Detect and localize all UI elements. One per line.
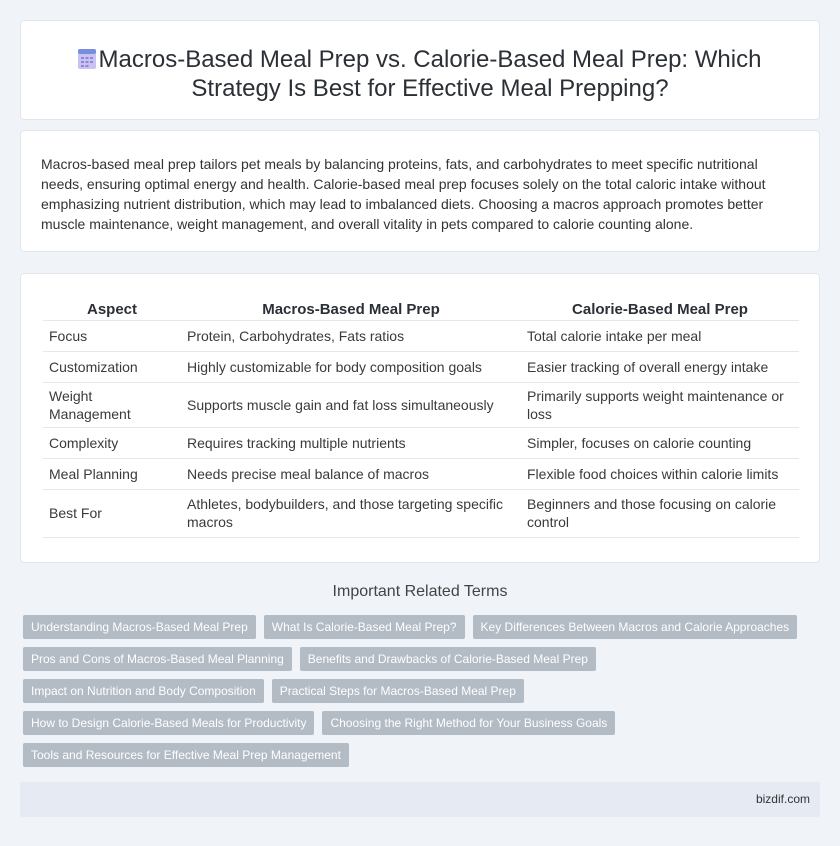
cell-calorie: Beginners and those focusing on calorie control xyxy=(521,489,799,537)
table-row xyxy=(43,351,799,382)
table-row xyxy=(43,382,799,427)
table-row xyxy=(43,458,799,489)
related-term-tag[interactable]: How to Design Calorie-Based Meals for Productivity xyxy=(23,711,314,735)
cell-calorie: Primarily supports weight maintenance or loss xyxy=(521,382,799,427)
cell-macros: Protein, Carbohydrates, Fats ratios xyxy=(181,320,521,351)
cell-macros: Highly customizable for body composition goals xyxy=(181,351,521,382)
page-title: Macros-Based Meal Prep vs. Calorie-Based Meal Prep: Which Strategy Is Best for Effective Meal Prepping? xyxy=(98,46,762,102)
summary-card xyxy=(20,130,820,252)
cell-calorie: Easier tracking of overall energy intake xyxy=(521,351,799,382)
related-term-tag[interactable]: What Is Calorie-Based Meal Prep? xyxy=(264,615,465,639)
related-terms-heading: Important Related Terms xyxy=(332,583,508,600)
table-header-row xyxy=(43,296,799,320)
comparison-card xyxy=(20,273,820,563)
header-aspect: Aspect xyxy=(86,300,138,318)
cell-aspect: Meal Planning xyxy=(43,458,181,489)
related-term-tag[interactable]: Practical Steps for Macros-Based Meal Prep xyxy=(272,679,524,703)
related-term-tag[interactable]: Pros and Cons of Macros-Based Meal Planning xyxy=(23,647,292,671)
cell-macros: Supports muscle gain and fat loss simultaneously xyxy=(181,382,521,427)
related-term-tag[interactable]: Key Differences Between Macros and Calorie Approaches xyxy=(473,615,798,639)
cell-macros: Requires tracking multiple nutrients xyxy=(181,427,521,458)
cell-aspect: Best For xyxy=(43,489,181,537)
header-card xyxy=(20,20,820,120)
footer-site-link[interactable]: bizdif.com xyxy=(755,792,810,806)
related-term-tag[interactable]: Benefits and Drawbacks of Calorie-Based Meal Prep xyxy=(300,647,596,671)
related-term-tag[interactable]: Impact on Nutrition and Body Composition xyxy=(23,679,264,703)
cell-aspect: Complexity xyxy=(43,427,181,458)
footer xyxy=(20,782,820,817)
related-term-tag[interactable]: Understanding Macros-Based Meal Prep xyxy=(23,615,256,639)
table-row xyxy=(43,320,799,351)
related-terms-list xyxy=(23,615,813,767)
related-term-tag[interactable]: Choosing the Right Method for Your Business Goals xyxy=(322,711,615,735)
cell-aspect: Customization xyxy=(43,351,181,382)
table-row xyxy=(43,489,799,537)
summary-text: Macros-based meal prep tailors pet meals by balancing proteins, fats, and carbohydrates to meet specific nutritional needs, ensuring optimal energy and health. Calorie-based meal prep focuses solely on the total caloric intake without emphasizing nutrient distribution, which may lead to imbalanced diets. Choosing a macros approach promotes better muscle maintenance, weight management, and overall vitality in pets compared to calorie counting alone. xyxy=(41,156,766,232)
header-calorie: Calorie-Based Meal Prep xyxy=(572,300,748,318)
comparison-table xyxy=(43,296,799,538)
table-row xyxy=(43,427,799,458)
cell-macros: Needs precise meal balance of macros xyxy=(181,458,521,489)
cell-calorie: Simpler, focuses on calorie counting xyxy=(521,427,799,458)
cell-calorie: Total calorie intake per meal xyxy=(521,320,799,351)
related-term-tag[interactable]: Tools and Resources for Effective Meal Prep Management xyxy=(23,743,349,767)
cell-aspect: Weight Management xyxy=(43,382,181,427)
cell-calorie: Flexible food choices within calorie limits xyxy=(521,458,799,489)
header-macros: Macros-Based Meal Prep xyxy=(262,300,440,318)
cell-aspect: Focus xyxy=(43,320,181,351)
cell-macros: Athletes, bodybuilders, and those targeting specific macros xyxy=(181,489,521,537)
